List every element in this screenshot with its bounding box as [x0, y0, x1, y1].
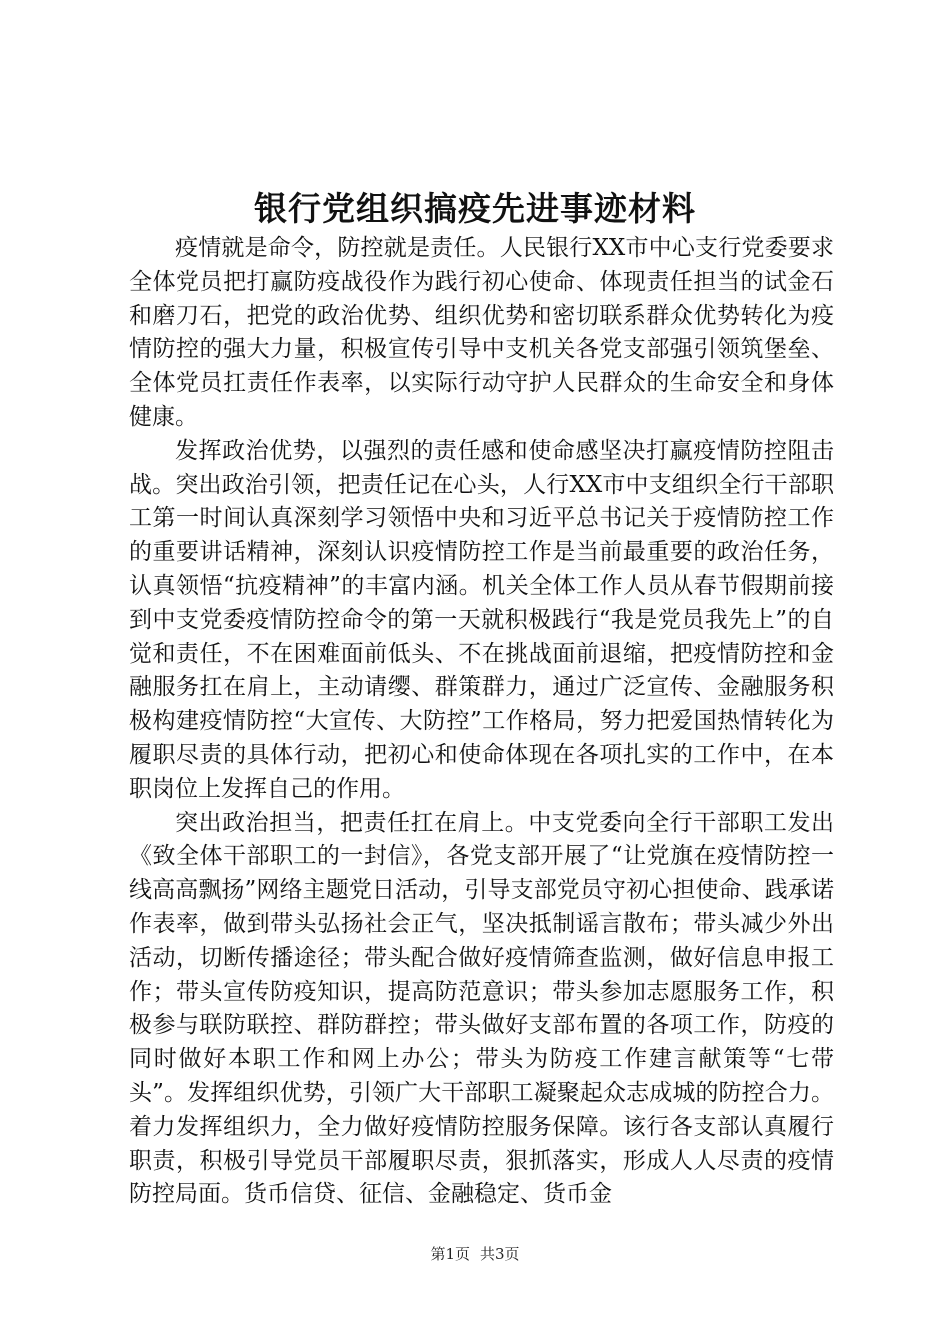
page-total: 共3页	[480, 1245, 520, 1263]
paragraph-political-responsibility: 突出政治担当，把责任扛在肩上。中支党委向全行干部职工发出《致全体干部职工的一封信》，各党支部开展了“让党旗在疫情防控一线高高飘扬”网络主题党日活动，引导支部党员守初心担使命、践承诺作表率，做到带头弘扬社会正气，坚决抵制谣言散布；带头减少外出活动，切断传播途径；带头配合做好疫情筛查监测，做好信息申报工作；带头宣传防疫知识，提高防范意识；带头参加志愿服务工作，积极参与联防联控、群防群控；带头做好支部布置的各项工作，防疫的同时做好本职工作和网上办公；带头为防疫工作建言献策等“七带头”。发挥组织优势，引领广大干部职工凝聚起众志成城的防控合力。着力发挥组织力，全力做好疫情防控服务保障。该行各支部认真履行职责，积极引导党员干部履职尽责，狠抓落实，形成人人尽责的疫情防控局面。货币信贷、征信、金融稳定、货币金	[129, 809, 834, 1208]
page-number: 第1页	[430, 1245, 470, 1263]
paragraph-political-advantage: 发挥政治优势，以强烈的责任感和使命感坚决打赢疫情防控阻击战。突出政治引领，把责任记在心头，人行XX市中支组织全行干部职工第一时间认真深刻学习领悟中央和习近平总书记关于疫情防控工作的重要讲话精神，深刻认识疫情防控工作是当前最重要的政治任务，认真领悟“抗疫精神”的丰富内涵。机关全体工作人员从春节假期前接到中支党委疫情防控命令的第一天就积极践行“我是党员我先上”的自觉和责任，不在困难面前低头、不在挑战面前退缩，把疫情防控和金融服务扛在肩上，主动请缨、群策群力，通过广泛宣传、金融服务积极构建疫情防控“大宣传、大防控”工作格局，努力把爱国热情转化为履职尽责的具体行动，把初心和使命体现在各项扎实的工作中，在本职岗位上发挥自己的作用。	[129, 437, 834, 802]
page-footer	[0, 1244, 950, 1264]
document-title: 银行党组织搞疫先进事迹材料	[254, 189, 696, 228]
paragraph-intro: 疫情就是命令，防控就是责任。人民银行XX市中心支行党委要求全体党员把打赢防疫战役作为践行初心使命、体现责任担当的试金石和磨刀石，把党的政治优势、组织优势和密切联系群众优势转化为疫情防控的强大力量，积极宣传引导中支机关各党支部强引领筑堡垒、全体党员扛责任作表率，以实际行动守护人民群众的生命安全和身体健康。	[129, 235, 834, 430]
document-body	[129, 232, 834, 1212]
